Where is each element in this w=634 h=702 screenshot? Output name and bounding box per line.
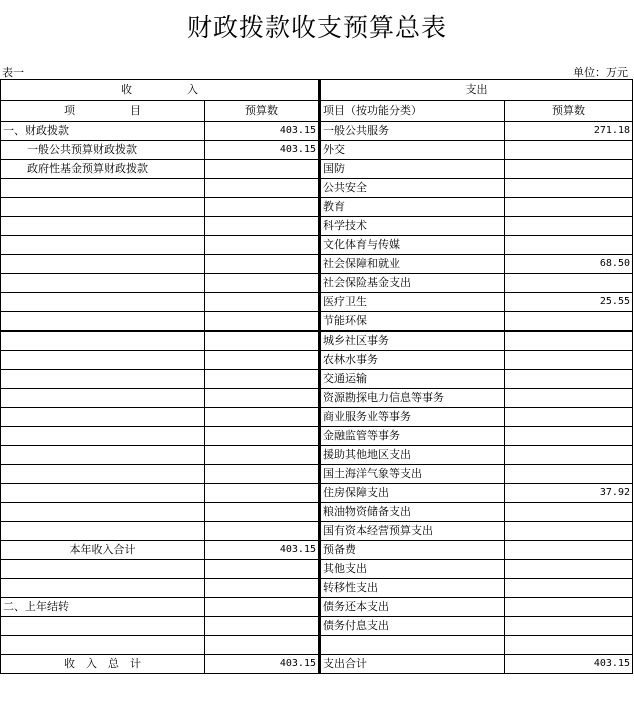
income-value: 403.15: [205, 141, 320, 160]
table-row: [1, 312, 633, 332]
expense-label: 外交: [320, 141, 505, 160]
expense-value: [505, 274, 633, 293]
table-row: [1, 389, 633, 408]
expense-value: [505, 179, 633, 198]
page-title: 财政拨款收支预算总表: [186, 13, 447, 42]
expense-label: 医疗卫生: [320, 293, 505, 312]
income-label: 一、财政拨款: [1, 122, 205, 141]
expense-label: 文化体育与传媒: [320, 236, 505, 255]
income-value: [205, 160, 320, 179]
expense-total-label: 支出合计: [320, 655, 505, 674]
expense-label: 援助其他地区支出: [320, 446, 505, 465]
unit-label: 单位：万元: [573, 66, 628, 79]
expense-value: [505, 408, 633, 427]
expense-label: 其他支出: [320, 560, 505, 579]
expense-label: 交通运输: [320, 370, 505, 389]
expense-value: [505, 617, 633, 636]
expense-header: 支出: [320, 80, 633, 101]
expense-value: 271.18: [505, 122, 633, 141]
expense-label: 国有资本经营预算支出: [320, 522, 505, 541]
table-row: [1, 636, 633, 655]
expense-value: [505, 560, 633, 579]
table-row: [1, 293, 633, 312]
table-row: [1, 560, 633, 579]
table-row: [1, 255, 633, 274]
expense-total-value: 403.15: [505, 655, 633, 674]
budget-table: [0, 79, 633, 674]
carryover-label: 二、上年结转: [1, 598, 205, 617]
expense-label: 一般公共服务: [320, 122, 505, 141]
table-row: [1, 446, 633, 465]
expense-value: [505, 427, 633, 446]
table-row: [1, 370, 633, 389]
expense-value: [505, 331, 633, 351]
expense-label: 科学技术: [320, 217, 505, 236]
table-row: [1, 598, 633, 617]
expense-value: [505, 236, 633, 255]
expense-value: [505, 198, 633, 217]
table-row: [1, 617, 633, 636]
table-row: [1, 141, 633, 160]
expense-value: [505, 160, 633, 179]
table-row: [1, 122, 633, 141]
expense-label: 住房保障支出: [320, 484, 505, 503]
income-subtotal-label: 本年收入合计: [1, 541, 205, 560]
expense-value: [505, 370, 633, 389]
expense-label: 债务还本支出: [320, 598, 505, 617]
table-number: 表一: [2, 66, 24, 79]
expense-value: 68.50: [505, 255, 633, 274]
table-row: [1, 579, 633, 598]
col-item-header: 项 目: [1, 101, 205, 122]
expense-value: [505, 579, 633, 598]
income-total-value: 403.15: [205, 655, 320, 674]
income-subtotal-value: 403.15: [205, 541, 320, 560]
expense-label: 社会保险基金支出: [320, 274, 505, 293]
income-label: 政府性基金预算财政拨款: [1, 160, 205, 179]
table-row: [1, 427, 633, 446]
expense-label: 国防: [320, 160, 505, 179]
table-row: [1, 465, 633, 484]
expense-value: 37.92: [505, 484, 633, 503]
table-row: [1, 484, 633, 503]
expense-label: 预备费: [320, 541, 505, 560]
expense-value: [505, 141, 633, 160]
col-budget2-header: 预算数: [505, 101, 633, 122]
table-row: [1, 198, 633, 217]
expense-value: [505, 465, 633, 484]
expense-label: 金融监管等事务: [320, 427, 505, 446]
expense-label: 商业服务业等事务: [320, 408, 505, 427]
expense-value: [505, 217, 633, 236]
expense-label: 国土海洋气象等支出: [320, 465, 505, 484]
expense-value: [505, 389, 633, 408]
expense-value: [505, 446, 633, 465]
table-row: [1, 236, 633, 255]
table-row: [1, 408, 633, 427]
expense-value: [505, 598, 633, 617]
table-row: [1, 541, 633, 560]
expense-label: 节能环保: [320, 312, 505, 332]
table-row: [1, 503, 633, 522]
totals-row: [1, 655, 633, 674]
table-row: [1, 331, 633, 351]
expense-label: 社会保障和就业: [320, 255, 505, 274]
table-row: [1, 351, 633, 370]
expense-value: [505, 351, 633, 370]
expense-label: 农林水事务: [320, 351, 505, 370]
expense-label: 粮油物资储备支出: [320, 503, 505, 522]
income-total-label: 收 入 总 计: [1, 655, 205, 674]
table-row: [1, 522, 633, 541]
carryover-value: [205, 598, 320, 617]
expense-label: 债务付息支出: [320, 617, 505, 636]
table-row: [1, 217, 633, 236]
income-header: 收 入: [1, 80, 320, 101]
table-row: [1, 274, 633, 293]
col-func-header: 项目（按功能分类）: [320, 101, 505, 122]
income-value: 403.15: [205, 122, 320, 141]
expense-value: 25.55: [505, 293, 633, 312]
expense-label: 资源勘探电力信息等事务: [320, 389, 505, 408]
expense-label: 教育: [320, 198, 505, 217]
expense-value: [505, 503, 633, 522]
expense-value: [505, 312, 633, 332]
expense-label: 城乡社区事务: [320, 331, 505, 351]
expense-label: 转移性支出: [320, 579, 505, 598]
table-row: [1, 160, 633, 179]
col-budget-header: 预算数: [205, 101, 320, 122]
table-row: [1, 179, 633, 198]
expense-value: [505, 522, 633, 541]
expense-label: 公共安全: [320, 179, 505, 198]
expense-value: [505, 541, 633, 560]
income-label: 一般公共预算财政拨款: [1, 141, 205, 160]
